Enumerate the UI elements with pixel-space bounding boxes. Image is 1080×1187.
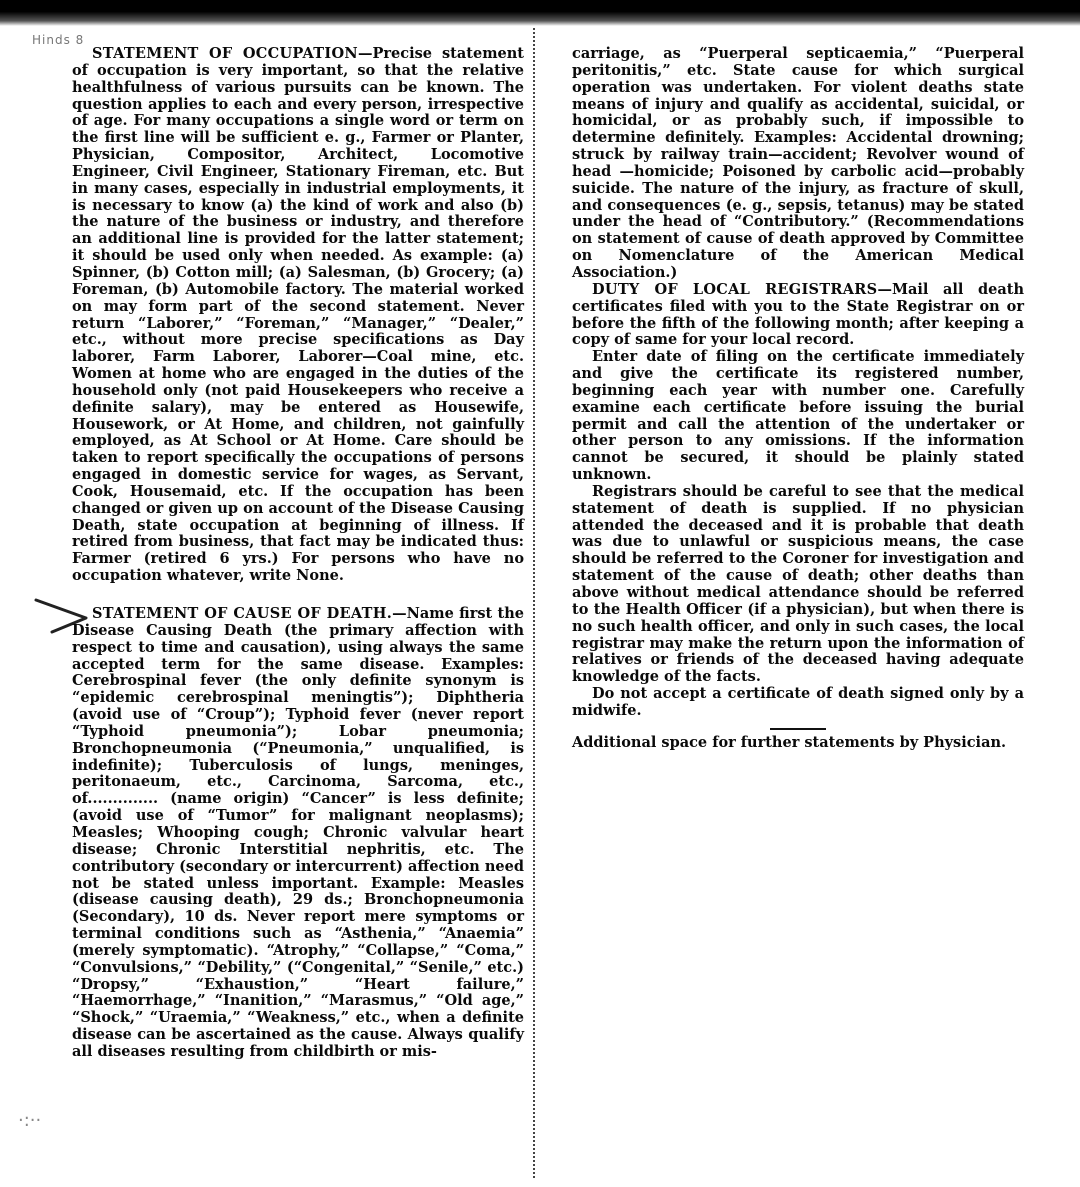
section-rule — [770, 728, 826, 730]
cause-continued-paragraph: carriage, as “Puerperal septicaemia,” “Puerperal peritonitis,” etc. State cause for which surgical operation was undertaken. For violent deaths state means of injury and qualify as accidental, suicidal, or homicidal, or as probably such, if impossible to determine definitely. Examples: Accidental drowning; struck by railway train—accident; Revolver wound of head —homicide; Poisoned by carbolic acid—probably suicide. The nature of the injury, as fracture of skull, and consequences (e. g., sepsis, tetanus) may be stated under the head of “Contributory.” (Recommendations on statement of cause of death approved by Committee on Nomenclature of the American Medical Association.) — [572, 45, 1024, 281]
column-divider — [533, 28, 535, 1178]
additional-space-label: Additional space for further statements by Physician. — [572, 733, 1007, 751]
registrars-paragraph — [572, 282, 1024, 349]
cause-body: —Name first the Disease Causing Death (the primary affection with respect to time and causation), using always the same accepted term for the same disease. Examples: Cerebrospinal fever (the only definite synonym is “epidemic cerebrospinal meningtis”); Diphtheria (avoid use of “Croup”); Typhoid fever (never report “Typhoid pneumonia”); Lobar pneumonia; Bronchopneumonia (“Pneumonia,” unqualified, is indefinite); Tuberculosis of lungs, meninges, peritonaeum, etc., Carcinoma, Sarcoma, etc., of.............. (name origin) “Cancer” is less definite; (avoid use of “Tumor” for malignant neoplasms); Measles; Whooping cough; Chronic valvular heart disease; Chronic Interstitial nephritis, etc. The contributory (secondary or intercurrent) affection need not be stated unless important. Example: Measles (disease causing death), 29 ds.; Bronchopneumonia (Secondary), 10 ds. Never report mere symptoms or terminal conditions such as “Asthenia,” “Anaemia” (merely symptomatic). “Atrophy,” “Collapse,” “Coma,” “Convulsions,” “Debility,” (“Congenital,” “Senile,” etc.) “Dropsy,” “Exhaustion,” “Heart failure,” “Haemorrhage,” “Inanition,” “Marasmus,” “Old age,” “Shock,” “Uraemia,” “Weakness,” etc., when a definite disease can be ascertained as the cause. Always qualify all diseases resulting from childbirth or mis- — [72, 605, 524, 1060]
cause-heading: STATEMENT OF CAUSE OF DEATH. — [92, 605, 393, 622]
scan-top-edge — [0, 0, 1080, 26]
filing-paragraph: Enter date of filing on the certificate immediately and give the certificate its registered number, beginning each year with number one. Carefully examine each certificate before issuing the burial permit and call the attention of the undertaker or other person to any omissions. If the information cannot be secured, it should be plainly stated unknown. — [572, 348, 1024, 484]
careful-paragraph: Registrars should be careful to see that the medical statement of death is supplied. If no physician attended the deceased and it is probable that death was due to unlawful or suspicious means, the case should be referred to the Coroner for investigation and statement of the cause of death; other deaths than above without medical attendance should be referred to the Health Officer (if a physician), but when there is no such health officer, and only in such cases, the local registrar may make the return upon the information of relatives or friends of the deceased having adequate knowledge of the facts. — [572, 482, 1024, 686]
occupation-body: —Precise statement of occupation is very important, so that the relative healthfulness of various pursuits can be known. The question applies to each and every person, irrespective of age. For many occupations a single word or term on the first line will be sufficient e. g., Farmer or Planter, Physician, Compositor, Architect, Locomotive Engineer, Civil Engineer, Stationary Fireman, etc. But in many cases, especially in industrial employments, it is necessary to know (a) the kind of work and also (b) the nature of the business or industry, and therefore an additional line is provided for the latter statement; it should be used only when needed. As example: (a) Spinner, (b) Cotton mill; (a) Salesman, (b) Grocery; (a) Foreman, (b) Automobile factory. The material worked on may form part of the second statement. Never return “Laborer,” “Foreman,” “Manager,” “Dealer,” etc., without more precise specifications as Day laborer, Farm Laborer, Laborer—Coal mine, etc. Women at home who are engaged in the duties of the household only (not paid Housekeepers who receive a definite salary), may be entered as Housewife, Housework, or At Home, and children, not gainfully employed, as At School or At Home. Care should be taken to report specifically the occupations of persons engaged in domestic service for wages, as Servant, Cook, Housemaid, etc. If the occupation has been changed or given up on account of the Disease Causing Death, state occupation at beginning of illness. If retired from business, that fact may be indicated thus: Farmer (retired 6 yrs.) For persons who have no occupation whatever, write None. — [72, 45, 524, 585]
corner-mark: Hinds 8 — [32, 33, 85, 47]
occupation-paragraph — [72, 46, 524, 585]
scan-artifact: ·:·· — [18, 1110, 42, 1131]
registrars-heading: DUTY OF LOCAL REGISTRARS — [592, 280, 878, 298]
occupation-heading: STATEMENT OF OCCUPATION — [92, 45, 358, 62]
left-column — [72, 46, 524, 1061]
midwife-paragraph: Do not accept a certificate of death signed only by a midwife. — [572, 685, 1024, 719]
cause-paragraph — [72, 606, 524, 1061]
registrars-body: —Mail all death certificates filed with you to the State Registrar on or before the fifth of the following month; after keeping a copy of same for your local record. — [572, 280, 1024, 349]
right-column — [572, 46, 1024, 752]
